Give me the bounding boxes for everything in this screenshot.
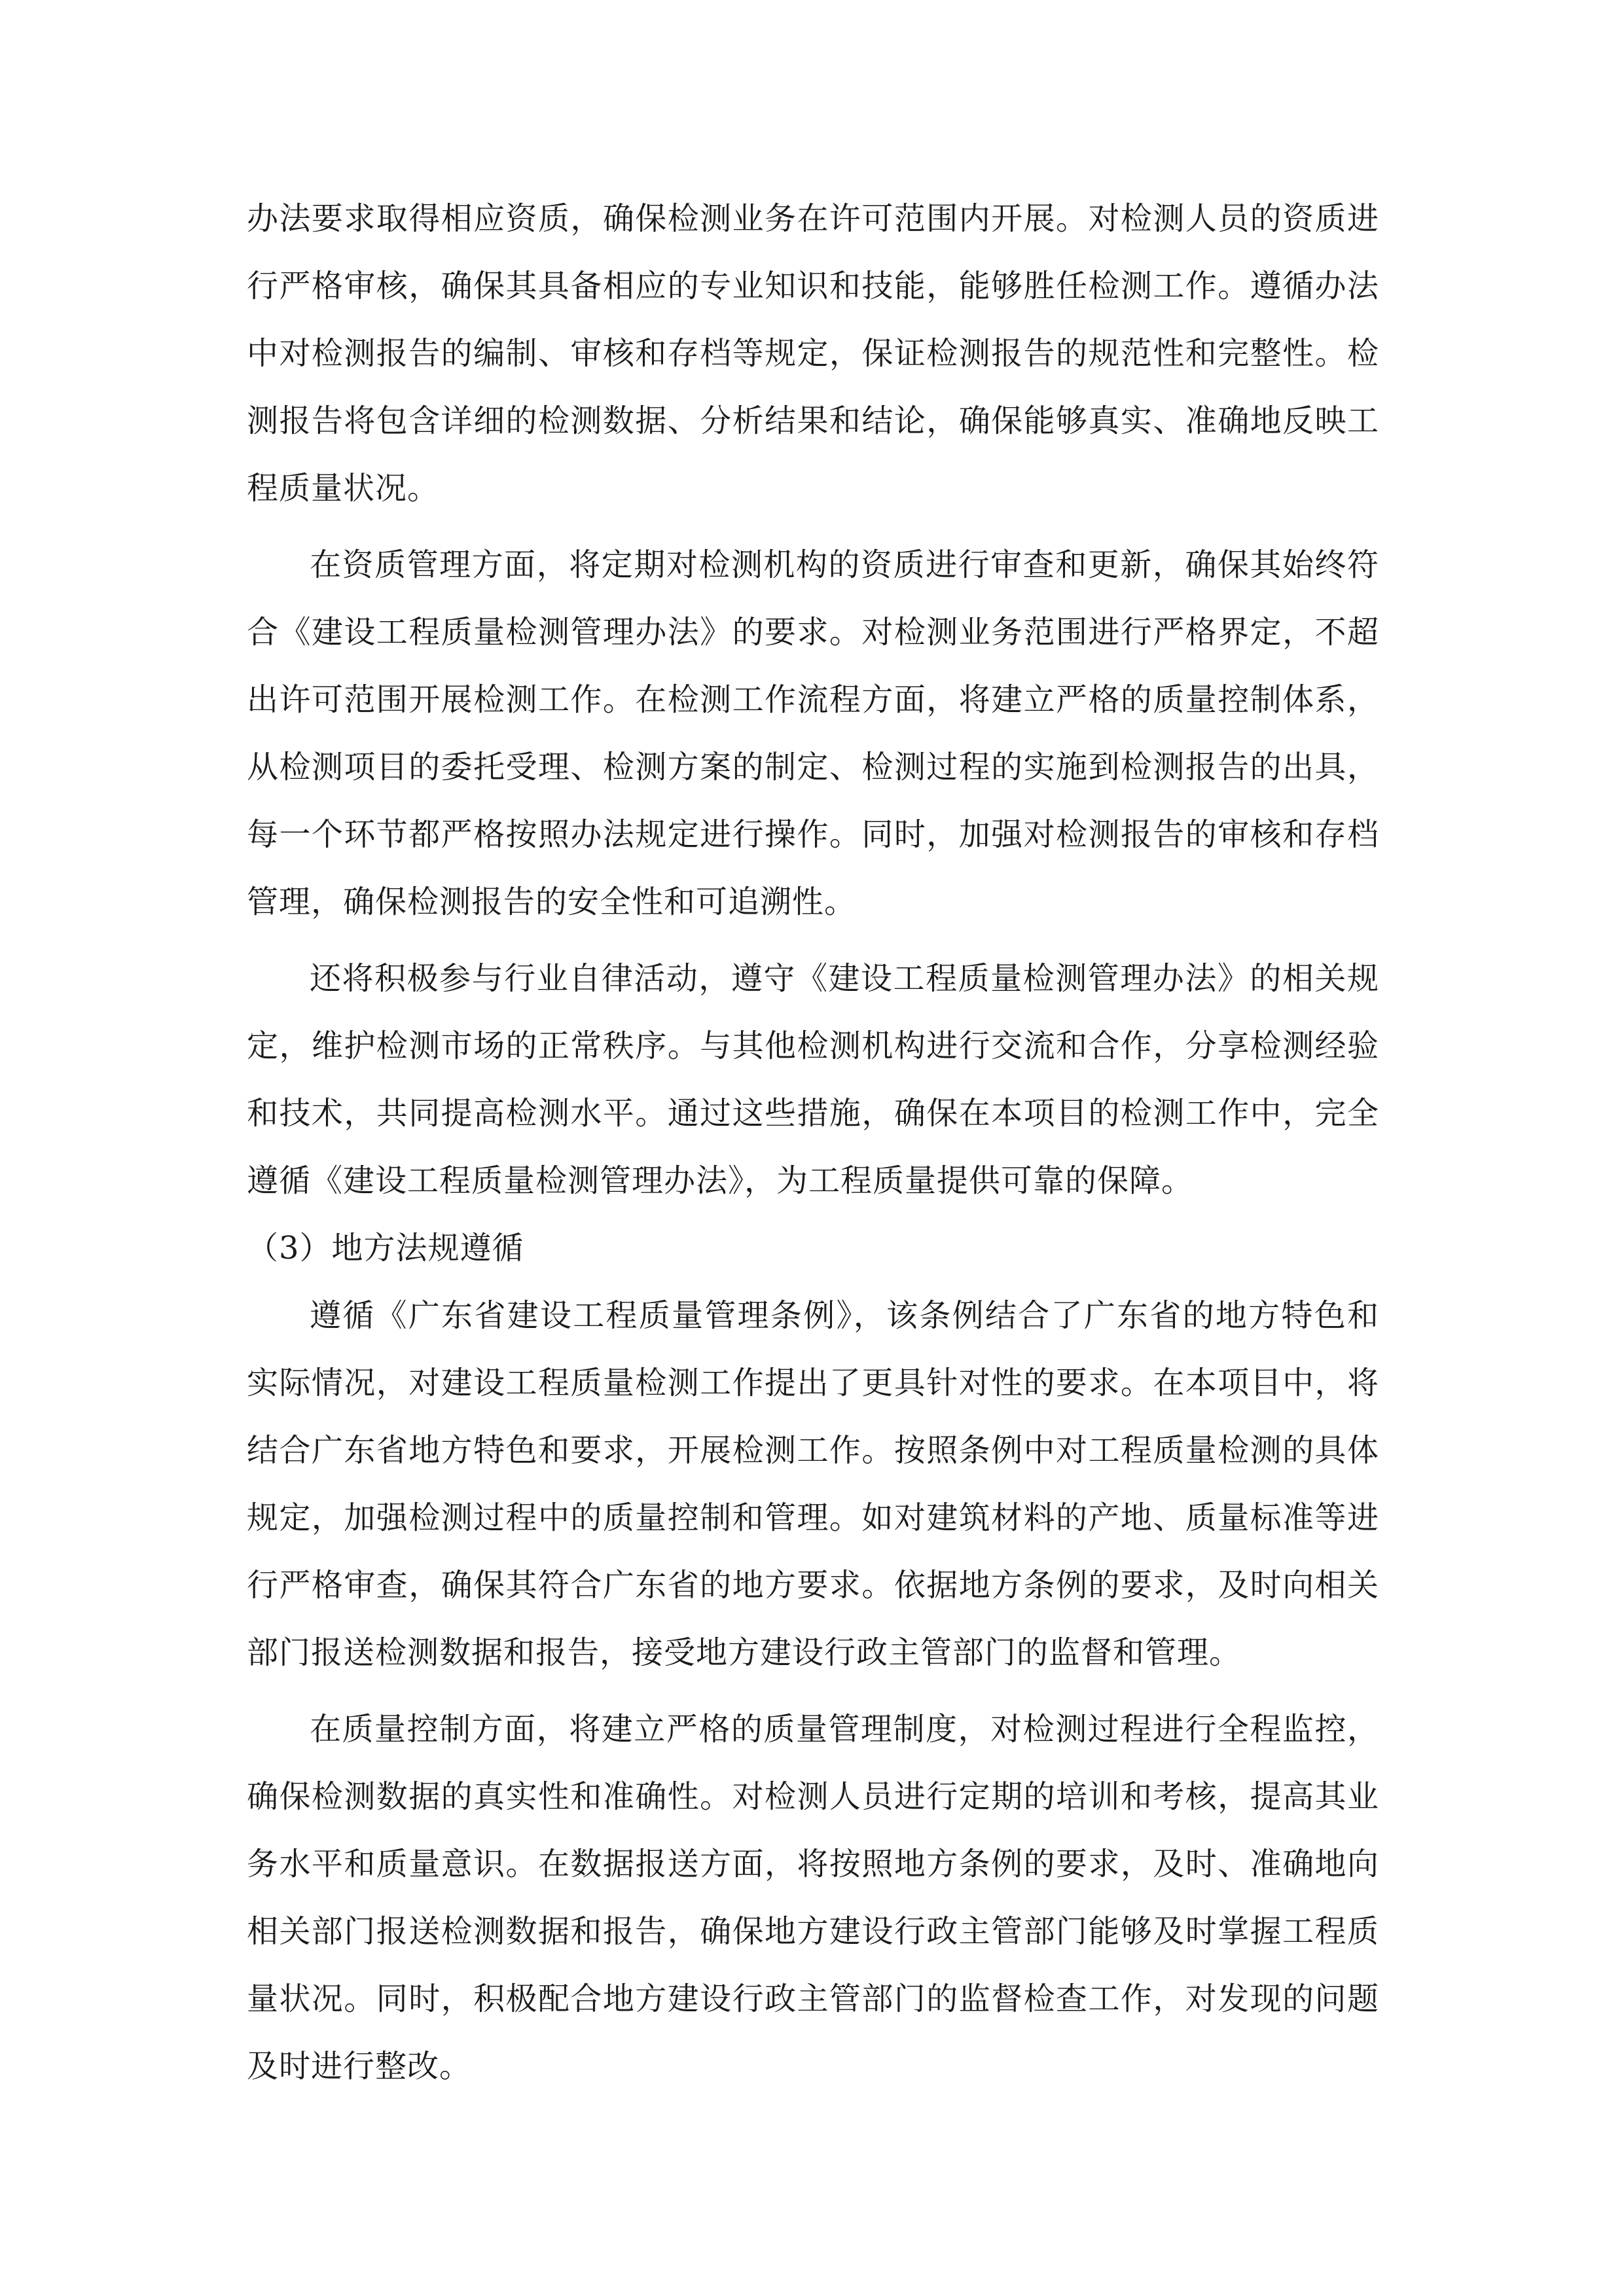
paragraph-continuation: 办法要求取得相应资质，确保检测业务在许可范围内开展。对检测人员的资质进行严格审核，确保其具备相应的专业知识和技能，能够胜任检测工作。遵循办法中对检测报告的编制、审核和存档等规定，保证检测报告的规范性和完整性。检测报告将包含详细的检测数据、分析结果和结论，确保能够真实、准确地反映工程质量状况。: [247, 200, 1379, 507]
section-heading-local-regulations: （3）地方法规遵循: [247, 1230, 524, 1266]
paragraph-quality-control: 在质量控制方面，将建立严格的质量管理制度，对检测过程进行全程监控，确保检测数据的真实性和准确性。对检测人员进行定期的培训和考核，提高其业务水平和质量意识。在数据报送方面，将按照地方条例的要求，及时、准确地向相关部门报送检测数据和报告，确保地方建设行政主管部门能够及时掌握工程质量状况。同时，积极配合地方建设行政主管部门的监督检查工作，对发现的问题及时进行整改。: [247, 1711, 1379, 2085]
paragraph-guangdong-regulation: 遵循《广东省建设工程质量管理条例》，该条例结合了广东省的地方特色和实际情况，对建设工程质量检测工作提出了更具针对性的要求。在本项目中，将结合广东省地方特色和要求，开展检测工作。按照条例中对工程质量检测的具体规定，加强检测过程中的质量控制和管理。如对建筑材料的产地、质量标准等进行严格审查，确保其符合广东省的地方要求。依据地方条例的要求，及时向相关部门报送检测数据和报告，接受地方建设行政主管部门的监督和管理。: [247, 1297, 1379, 1671]
document-body: [247, 185, 1379, 2109]
paragraph-industry-self-discipline: 还将积极参与行业自律活动，遵守《建设工程质量检测管理办法》的相关规定，维护检测市场的正常秩序。与其他检测机构进行交流和合作，分享检测经验和技术，共同提高检测水平。通过这些措施，确保在本项目的检测工作中，完全遵循《建设工程质量检测管理办法》，为工程质量提供可靠的保障。: [247, 960, 1379, 1199]
paragraph-qualification-management: 在资质管理方面，将定期对检测机构的资质进行审查和更新，确保其始终符合《建设工程质量检测管理办法》的要求。对检测业务范围进行严格界定，不超出许可范围开展检测工作。在检测工作流程方面，将建立严格的质量控制体系，从检测项目的委托受理、检测方案的制定、检测过程的实施到检测报告的出具，每一个环节都严格按照办法规定进行操作。同时，加强对检测报告的审核和存档管理，确保检测报告的安全性和可追溯性。: [247, 547, 1379, 920]
